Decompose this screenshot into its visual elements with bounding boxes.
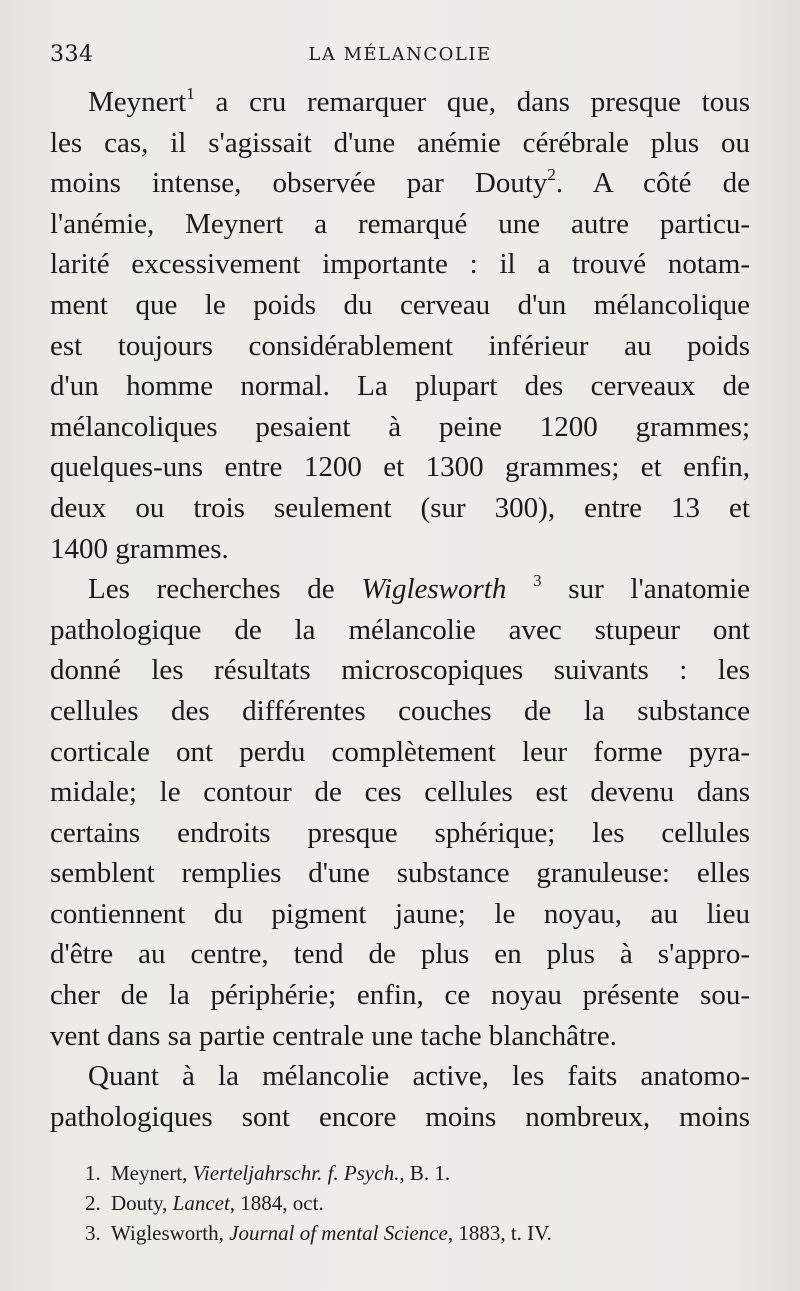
text-line: [50, 1016, 750, 1057]
italic-text: Vierteljahrschr. f. Psych.: [192, 1161, 400, 1185]
italic-text: Lancet: [172, 1191, 230, 1215]
footnote: [85, 1158, 750, 1188]
body-text: [50, 82, 750, 1137]
text-run: certains endroits presque sphérique; les cellules: [50, 816, 750, 849]
text-run: Meynert,: [111, 1161, 193, 1185]
text-line: [50, 244, 750, 285]
text-run: Douty,: [111, 1191, 173, 1215]
text-line: [50, 853, 750, 894]
paragraph: [50, 82, 750, 569]
text-line: [50, 123, 750, 164]
text-line: [50, 975, 750, 1016]
text-run: larité excessivement importante : il a trouvé notam-: [50, 248, 750, 281]
text-run: contiennent du pigment jaune; le noyau, au lieu: [50, 897, 750, 930]
italic-text: Journal of mental Science: [229, 1221, 448, 1245]
footnote-number: 1.: [85, 1161, 101, 1185]
text-line: [50, 407, 750, 448]
text-line: [50, 1056, 750, 1097]
text-line: [50, 1097, 750, 1138]
text-run: cellules des différentes couches de la substance: [50, 694, 750, 727]
text-run: Wiglesworth,: [111, 1221, 230, 1245]
text-run: pathologiques sont encore moins nombreux, moins: [50, 1100, 750, 1133]
text-run: , 1883, t. IV.: [447, 1221, 552, 1245]
text-run: midale; le contour de ces cellules est devenu dans: [50, 776, 750, 809]
page-number: 334: [50, 42, 94, 67]
text-line: [50, 163, 750, 204]
footnote-marker: 3: [533, 571, 542, 591]
text-line: [50, 204, 750, 245]
footnote-number: 3.: [85, 1221, 101, 1245]
text-line: [50, 650, 750, 691]
text-line: [50, 488, 750, 529]
text-run: est toujours considérablement inférieur au poids: [50, 329, 750, 362]
text-run: d'être au centre, tend de plus en plus à s'appro-: [50, 938, 750, 971]
text-run: donné les résultats microscopiques suivants : les: [50, 654, 750, 687]
footnote-marker: 1: [186, 84, 195, 103]
text-run: deux ou trois seulement (sur 300), entre 13 et: [50, 491, 750, 524]
text-run: ment que le poids du cerveau d'un mélancolique: [50, 288, 750, 321]
text-line: [50, 732, 750, 773]
italic-text: Wiglesworth: [361, 573, 507, 606]
text-run: . A côté de: [555, 167, 750, 200]
text-line: [50, 82, 750, 123]
text-run: Les recherches de: [88, 573, 362, 606]
text-line: [50, 447, 750, 488]
paragraph: [50, 1056, 750, 1137]
text-run: corticale ont perdu complètement leur forme pyra-: [50, 735, 750, 768]
text-run: Meynert: [88, 86, 187, 118]
page-header: [50, 38, 750, 68]
running-head: LA MÉLANCOLIE: [308, 44, 492, 65]
text-run: pathologique de la mélancolie avec stupeur ont: [50, 613, 750, 646]
text-line: [50, 610, 750, 651]
text-run: les cas, il s'agissait d'une anémie cérébrale plus ou: [50, 126, 750, 159]
text-line: [50, 285, 750, 326]
text-run: , B. 1.: [399, 1161, 451, 1185]
footnote-marker: 2: [547, 165, 556, 185]
text-line: [50, 934, 750, 975]
text-line: [50, 894, 750, 935]
text-run: vent dans sa partie centrale une tache blanchâtre.: [50, 1019, 617, 1052]
text-run: Quant à la mélancolie active, les faits anatomo-: [88, 1060, 750, 1093]
text-run: 1400 grammes.: [50, 532, 229, 565]
footnotes: [85, 1158, 750, 1248]
text-run: moins intense, observée par Douty: [50, 167, 548, 200]
text-line: [50, 326, 750, 367]
text-line: [50, 569, 750, 610]
text-run: d'un homme normal. La plupart des cerveaux de: [50, 370, 750, 403]
text-line: [50, 813, 750, 854]
footnote-number: 2.: [85, 1191, 101, 1215]
footnote: [85, 1218, 750, 1248]
text-line: [50, 691, 750, 732]
text-run: cher de la périphérie; enfin, ce noyau présente sou-: [50, 979, 750, 1012]
text-run: l'anémie, Meynert a remarqué une autre particu-: [50, 207, 750, 240]
text-line: [50, 366, 750, 407]
text-run: [506, 573, 533, 605]
paragraph: [50, 569, 750, 1056]
text-run: , 1884, oct.: [229, 1191, 324, 1215]
text-run: sur l'anatomie: [541, 573, 751, 606]
text-run: mélancoliques pesaient à peine 1200 grammes;: [50, 410, 750, 443]
text-run: quelques-uns entre 1200 et 1300 grammes; et enfin,: [50, 451, 750, 484]
text-line: [50, 529, 750, 570]
text-run: a cru remarquer que, dans presque tous: [194, 86, 750, 118]
text-line: [50, 772, 750, 813]
text-run: semblent remplies d'une substance granuleuse: elles: [50, 857, 750, 890]
footnote: [85, 1188, 750, 1218]
